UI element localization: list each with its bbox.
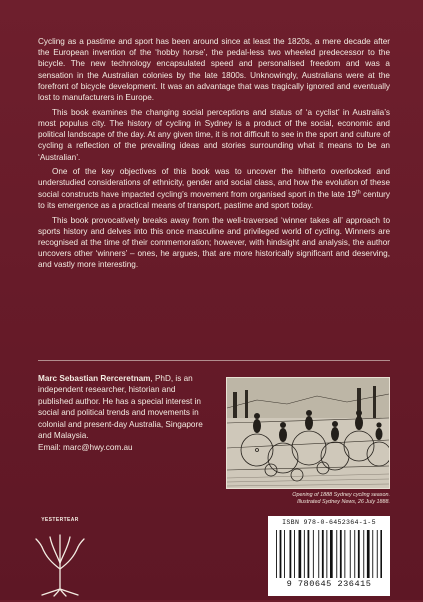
author-bio: [38, 373, 208, 454]
blurb-paragraph-2: This book examines the changing social perceptions and status of ‘a cyclist’ in Australia’s most populus city. The history of cycling in Sydney is a product of the social, economic and political landscape of the day. At any given time, it is not difficult to see in the sport and culture of cycling a reflection of the prevailing ideas and stories surrounding what it means to be an ‘Australian’.: [38, 107, 390, 162]
isbn-barcode: [268, 516, 390, 596]
publisher-logo-text: YESTERTEAR: [41, 517, 79, 523]
caption-line-1: Opening of 1888 Sydney cycling season.: [292, 492, 390, 498]
blurb-text: [38, 36, 390, 274]
superscript-th: th: [356, 188, 361, 195]
blurb-paragraph-3-start: One of the key objectives of this book was to uncover the hitherto overlooked and understudied considerations of ethnicity, gender and social class, and how the evolution of these social constructs have impacted cycling’s movement from organised sport in the late 19: [38, 167, 390, 199]
caption-line-2: Illustrated Sydney News, 26 July 1888.: [297, 499, 390, 505]
isbn-label: ISBN 978-0-6452364-1-5: [282, 519, 376, 526]
barcode-bars: [276, 530, 382, 578]
blurb-paragraph-3: [38, 166, 390, 211]
author-email: Email: marc@hwy.com.au: [38, 443, 133, 453]
publisher-logo: [30, 517, 90, 597]
blurb-paragraph-3-end: century to its emergence as a practical means of transport, pastime and sport today.: [38, 189, 390, 210]
author-description: , PhD, is an independent researcher, historian and published author. He has a special interest in social and political trends and movements in colonial and present-day Australia, Singapore and Malaysia.: [38, 374, 203, 441]
blurb-paragraph-1: Cycling as a pastime and sport has been around since at least the 1820s, a mere decade after the European invention of the ‘hobby horse’, the pedal-less two wheeled predecessor to the bicycle. The new technology encapsulated speed and personalised freedom and was a sensation in the Australian colonies by the late 1800s. Unknowingly, Australians were at the forefront of bicycle development. It was an advantage that was tragically ignored and eventually lost to manufacturers in Europe.: [38, 37, 390, 103]
blurb-paragraph-4: This book provocatively breaks away from the well-traversed ‘winner takes all’ approach to sports history and delves into this once masculine and privileged world of cycling. Winners are recognised at the time of their commemoration; however, with hindsight and analysis, the author uncovers other ‘winners’ – ones, he argues, that are more historically significant and deserving, and vastly more interesting.: [38, 215, 390, 270]
author-name: Marc Sebastian Rerceretnam: [38, 374, 151, 383]
barcode-digits: 9 780645 236415: [286, 579, 372, 589]
historical-cycling-illustration: [226, 377, 390, 489]
illustration-caption: [226, 492, 390, 506]
section-divider: [38, 360, 390, 361]
